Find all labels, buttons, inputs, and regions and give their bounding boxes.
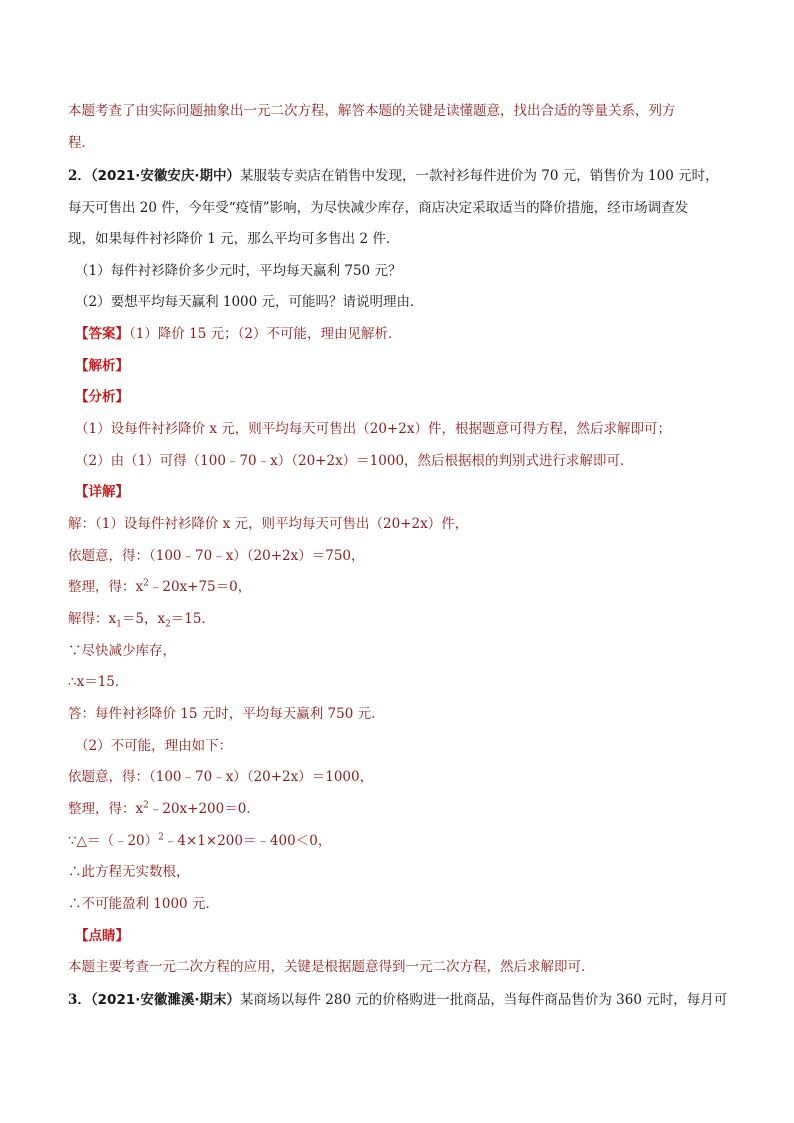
question-2-line-2: 每天可售出 20 件，今年受“疫情”影响，为尽快减少库存，商店决定采取适当的降价措施，经市场调查发 <box>68 200 689 216</box>
detail-line-7: 答：每件衬衫降价 15 元时，平均每天赢利 750 元． <box>68 706 385 722</box>
detail-line-4: 解得：$x_1=5$，$x_2=15$． <box>68 611 215 630</box>
detail-line-8: （2）不可能，理由如下： <box>75 738 233 754</box>
detail-line-12: ∴此方程无实数根， <box>68 864 190 880</box>
jiexi-tag: 【解析】 <box>75 358 129 374</box>
answer-line <box>75 324 734 344</box>
detail-line-2: 依题意，得：（100﹣70﹣x）（20+2x）＝750， <box>68 548 365 564</box>
detail-line-11: ∵△＝（﹣20）$^2$﹣4×1×200＝﹣400＜0， <box>68 832 332 849</box>
question-2-number: 2． <box>68 168 91 184</box>
intro-line-1: 本题考查了由实际问题抽象出一元二次方程，解答本题的关键是读懂题意，找出合适的等量关系，列方 <box>68 103 676 119</box>
dianjing-tag: 【点睛】 <box>75 928 129 944</box>
question-3-line-1 <box>68 990 734 1010</box>
dianjing-text: 本题主要考查一元二次方程的应用，关键是根据题意得到一元二次方程，然后求解即可． <box>68 959 595 975</box>
detail-line-13: ∴不可能盈利 1000 元． <box>68 896 219 912</box>
question-2-line-1 <box>68 166 734 186</box>
question-2-line-3: 现，如果每件衬衫降价 1 元，那么平均可多售出 2 件． <box>68 231 400 247</box>
question-2-source: （2021·安徽安庆·期中） <box>90 168 240 184</box>
fenxi-line-2: （2）由（1）可得（100﹣70﹣x）（20+2x）＝1000，然后根据根的判别式进行求解即可． <box>75 453 634 469</box>
answer-tag: 【答案】 <box>75 326 129 342</box>
xiangjie-tag: 【详解】 <box>75 484 129 500</box>
detail-line-3: 整理，得：$x^2﹣20x+75=0$， <box>68 578 252 595</box>
question-2-text: 某服装专卖店在销售中发现，一款衬衫每件进价为 70 元，销售价为 100 元时， <box>240 168 719 184</box>
question-3-source: （2021·安徽濉溪·期末） <box>90 992 240 1008</box>
question-2-sub-2: （2）要想平均每天赢利 1000 元，可能吗？请说明理由． <box>75 294 424 310</box>
question-3-number: 3． <box>68 992 91 1008</box>
detail-line-6: ∴x＝15． <box>68 674 129 690</box>
intro-line-2: 程． <box>68 135 95 151</box>
detail-line-1: 解：（1）设每件衬衫降价 x 元，则平均每天可售出（20+2x）件， <box>68 516 469 532</box>
question-2-sub-1: （1）每件衬衫降价多少元时，平均每天赢利 750 元？ <box>75 263 402 279</box>
detail-line-10: 整理，得：$x^2﹣20x+200=0$． <box>68 800 260 817</box>
fenxi-line-1: （1）设每件衬衫降价 x 元，则平均每天可售出（20+2x）件，根据题意可得方程，然后求解即可； <box>75 421 671 437</box>
detail-line-9: 依题意，得：（100﹣70﹣x）（20+2x）＝1000， <box>68 769 374 785</box>
detail-line-5: ∵尽快减少库存， <box>68 643 176 659</box>
fenxi-tag: 【分析】 <box>75 389 129 405</box>
question-3-text: 某商场以每件 280 元的价格购进一批商品，当每件商品售价为 360 元时，每月可 <box>240 992 728 1008</box>
answer-text: （1）降价 15 元；（2）不可能，理由见解析． <box>129 326 402 342</box>
